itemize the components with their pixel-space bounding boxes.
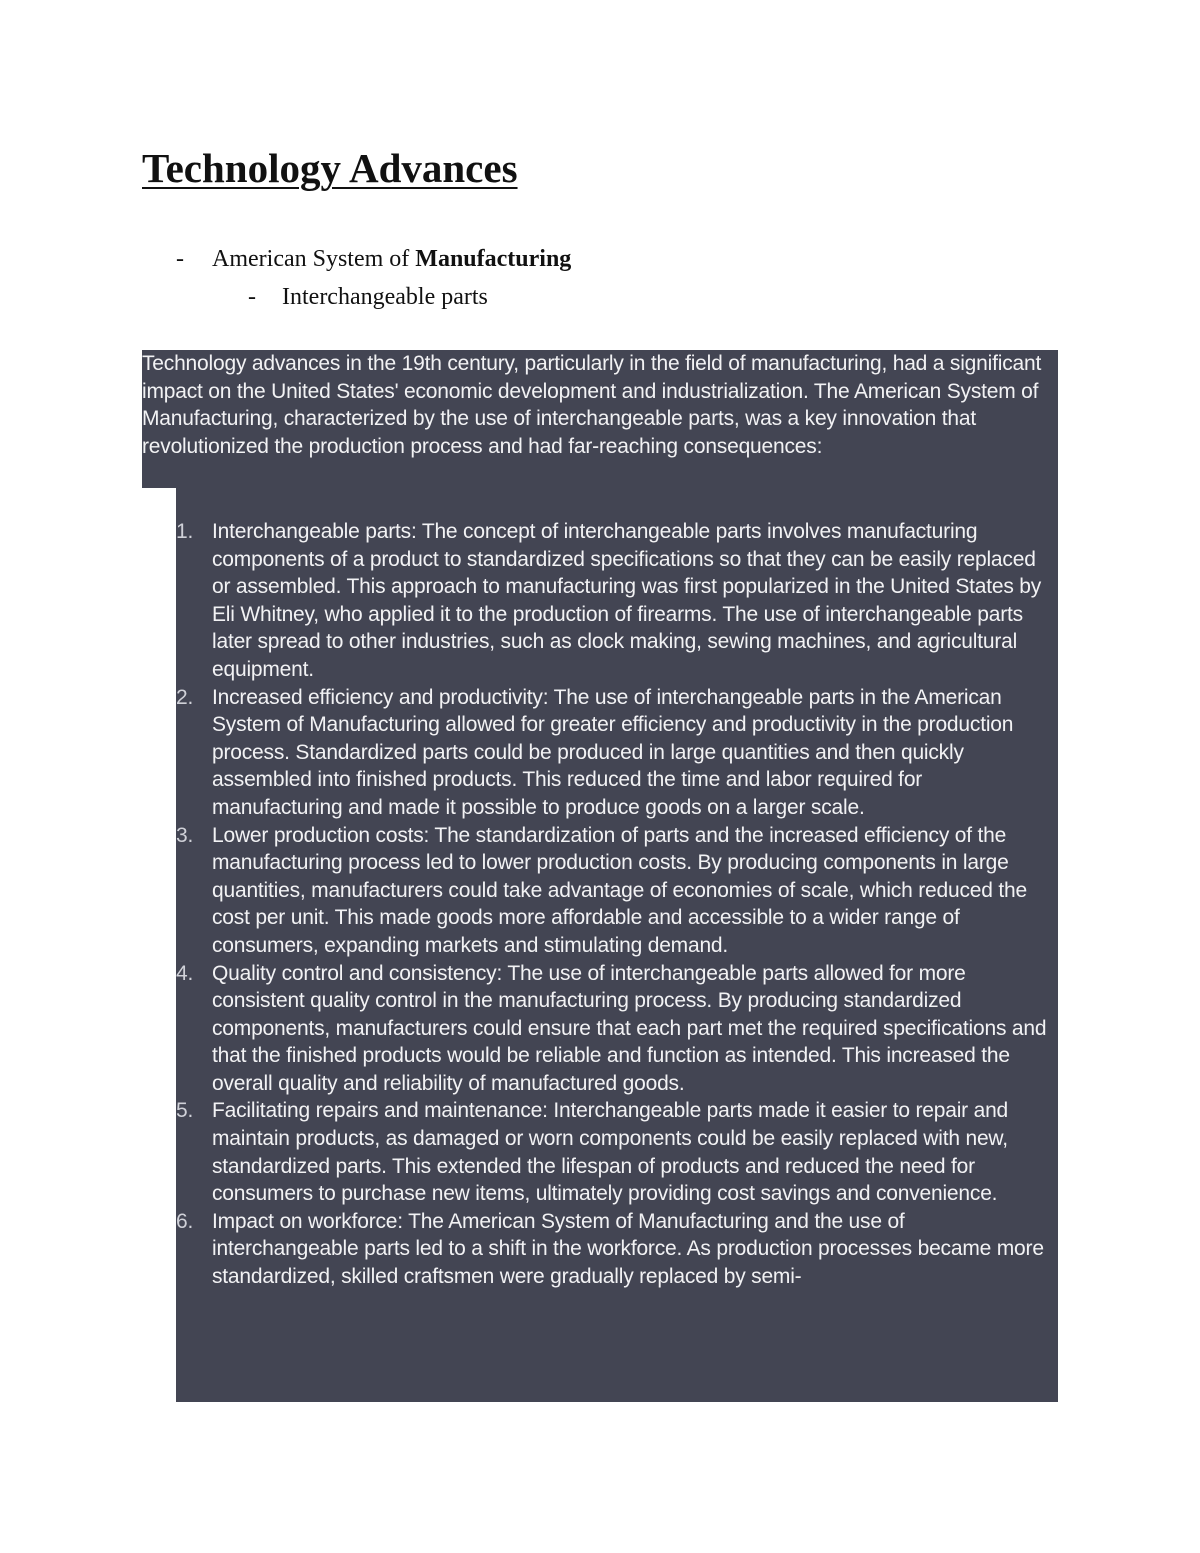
list-item: [176, 1097, 1056, 1207]
list-item-text: Impact on workforce: The American System of Manufacturing and the use of interchangeable parts led to a shift in the workforce. As production processes became more standardized, skilled craftsmen were gradually replaced by semi-: [212, 1209, 1044, 1289]
list-item-text: Lower production costs: The standardization of parts and the increased efficiency of the manufacturing process led to lower production costs. By producing components in large quantities, manufacturers could take advantage of economies of scale, which reduced the cost per unit. This made goods more affordable and accessible to a wider range of consumers, expanding markets and stimulating demand.: [212, 823, 1027, 957]
list-item: [176, 518, 1056, 684]
bullet-dash: -: [248, 284, 256, 310]
outline-item-bold: Manufacturing: [415, 246, 572, 272]
outline-item-text: Interchangeable parts: [282, 284, 488, 310]
bullet-dash: -: [176, 246, 184, 272]
list-item-number: 2.: [176, 685, 194, 709]
list-item-number: 6.: [176, 1209, 194, 1233]
list-item: [176, 960, 1056, 1098]
outline-item-level-1: [176, 244, 696, 274]
list-item-text: Quality control and consistency: The use of interchangeable parts allowed for more consistent quality control in the manufacturing process. By producing standardized components, manufacturers could ensure that each part met the required specifications and that the finished products would be reliable and function as intended. This increased the overall quality and reliability of manufactured goods.: [212, 961, 1047, 1095]
list-item-text: Interchangeable parts: The concept of interchangeable parts involves manufacturing components of a product to standardized specifications so that they can be easily replaced or assembled. This approach to manufacturing was first popularized in the United States by Eli Whitney, who applied it to the production of firearms. The use of interchangeable parts later spread to other industries, such as clock making, sewing machines, and agricultural equipment.: [212, 520, 1042, 681]
list-item-text: Facilitating repairs and maintenance: Interchangeable parts made it easier to repair and maintain products, as damaged or worn components could be easily replaced with new, standardized parts. This extended the lifespan of products and reduced the need for consumers to purchase new items, ultimately providing cost savings and convenience.: [212, 1099, 1009, 1206]
list-item: [176, 822, 1056, 960]
list-item-text: Increased efficiency and productivity: The use of interchangeable parts in the American System of Manufacturing allowed for greater efficiency and productivity in the production process. Standardized parts could be produced in large quantities and then quickly assembled into finished products. This reduced the time and labor required for manufacturing and made it possible to produce goods on a larger scale.: [212, 685, 1014, 819]
intro-paragraph: Technology advances in the 19th century, particularly in the field of manufacturing, had a significant impact on the United States' economic development and industrialization. The American System of Manufacturing, characterized by the use of interchangeable parts, was a key innovation that revolutionized the production process and had far-reaching consequences:: [142, 352, 1042, 458]
outline-item-prefix: American System of: [212, 246, 416, 272]
list-item-number: 1.: [176, 520, 194, 543]
list-item: [176, 684, 1056, 822]
numbered-list: [176, 518, 1056, 1291]
outline-item-text: [212, 244, 571, 274]
list-item-number: 3.: [176, 823, 194, 847]
list-item-number: 4.: [176, 961, 194, 985]
list-item-number: 5.: [176, 1099, 194, 1123]
page-title: Technology Advances: [142, 145, 518, 191]
outline-item-level-2: [248, 282, 608, 312]
list-item: [176, 1208, 1056, 1291]
